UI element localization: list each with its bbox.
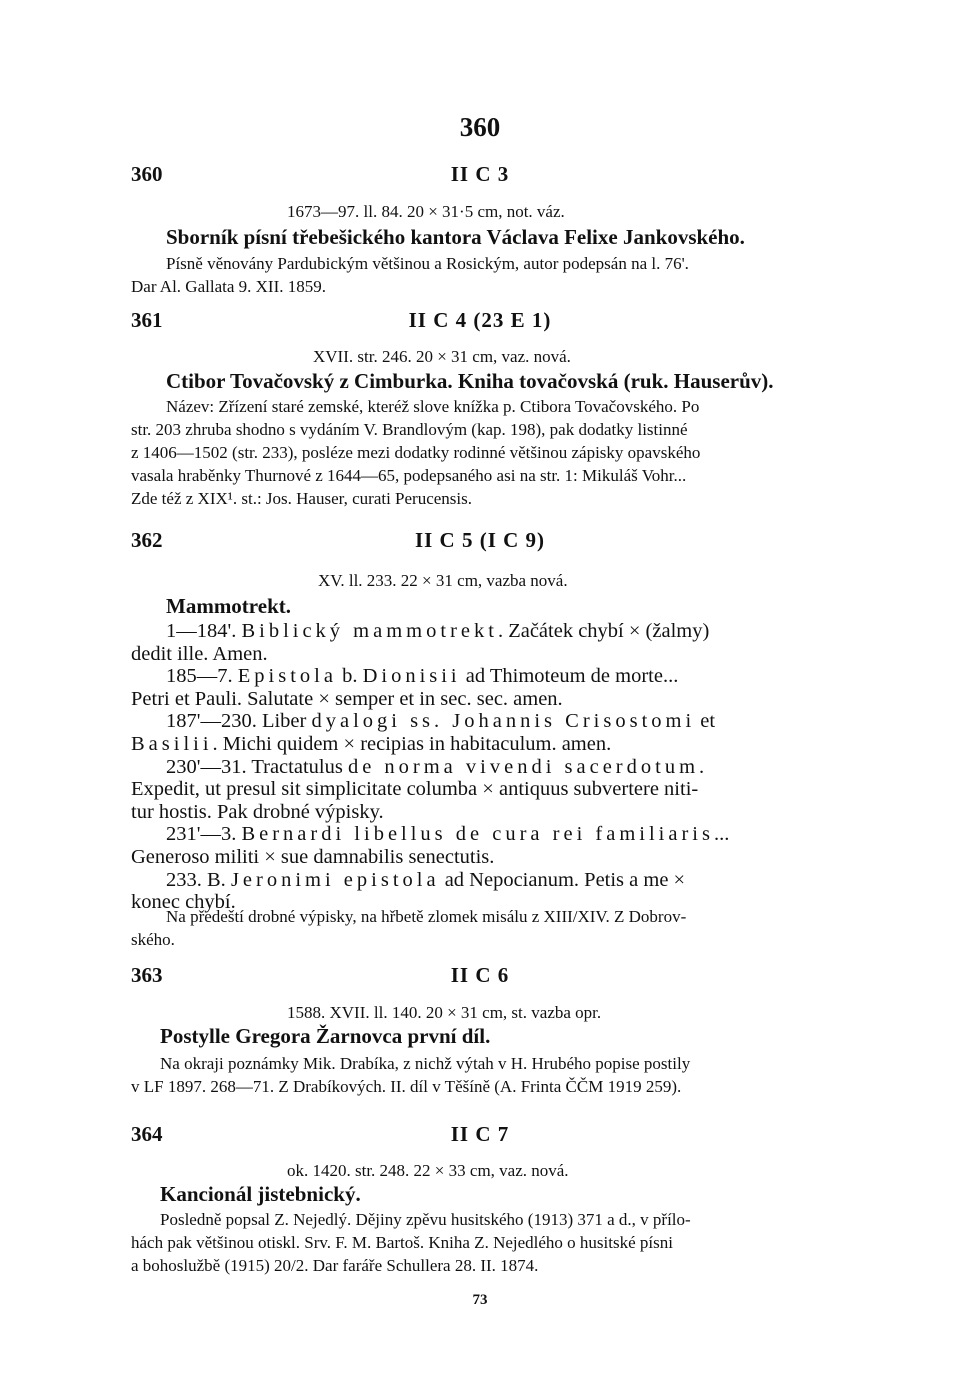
contents-line: 185—7. Epistola b. Dionisii ad Thimoteum de morte... <box>166 665 679 688</box>
entry-number: 363 <box>131 963 163 987</box>
entry-title: Kancionál jistebnický. <box>160 1182 361 1206</box>
note-line: vasala hraběnky Thurnové z 1644—65, podepsaného asi na str. 1: Mikuláš Vohr... <box>131 466 687 485</box>
entry-number: 360 <box>131 162 163 186</box>
entry-signature: II C 6 <box>450 963 510 987</box>
entry-signature: II C 3 <box>450 162 510 186</box>
page-footer-number: 73 <box>472 1292 488 1308</box>
note-line: Zde též z XIX¹. st.: Jos. Hauser, curati Perucensis. <box>131 489 473 508</box>
entry-meta: XVII. str. 246. 20 × 31 cm, vaz. nová. <box>313 347 571 366</box>
contents-line: Generoso militi × sue damnabilis senectutis. <box>131 845 495 868</box>
note-line: str. 203 zhruba shodno s vydáním V. Brandlovým (kap. 198), pak dodatky listinné <box>131 420 688 439</box>
note-line: ského. <box>131 930 175 949</box>
note-line: Dar Al. Gallata 9. XII. 1859. <box>131 277 326 296</box>
entry-title: Postylle Gregora Žarnovca první díl. <box>160 1024 491 1048</box>
entry-signature: II C 5 (I C 9) <box>414 528 546 552</box>
entry-note <box>131 252 837 298</box>
contents-line: Basilii. Michi quidem × recipias in habitaculum. amen. <box>131 732 612 755</box>
contents-line: 231'—3. Bernardi libellus de cura rei familiaris... <box>166 823 730 846</box>
note-line: v LF 1897. 268—71. Z Drabíkových. II. díl v Těšíně (A. Frinta ČČM 1919 259). <box>131 1077 682 1096</box>
contents-line: tur hostis. Pak drobné výpisky. <box>131 800 384 823</box>
note-line: Na okraji poznámky Mik. Drabíka, z nichž výtah v H. Hrubého popise postily <box>160 1054 691 1073</box>
contents-list <box>131 620 837 914</box>
entry-title: Mammotrekt. <box>166 594 291 618</box>
contents-line: 1—184'. Biblický mammotrekt. Začátek chybí × (žalmy) <box>166 620 710 642</box>
entry-note <box>131 1052 837 1098</box>
contents-line: dedit ille. Amen. <box>131 642 268 665</box>
note-line: hách pak většinou otiskl. Srv. F. M. Bartoš. Kniha Z. Nejedlého o husitské písni <box>131 1233 673 1252</box>
contents-line: 187'—230. Liber dyalogi ss. Johannis Crisostomi et <box>166 710 716 733</box>
page-header-number: 360 <box>459 112 501 142</box>
note-line: Písně věnovány Pardubickým většinou a Rosickým, autor podepsán na l. 76'. <box>166 254 689 273</box>
entry-note <box>131 905 837 951</box>
entry-number: 362 <box>131 528 163 552</box>
entry-note <box>131 1208 837 1277</box>
note-line: a bohoslužbě (1915) 20/2. Dar faráře Schullera 28. II. 1874. <box>131 1256 539 1275</box>
note-line: Název: Zřízení staré zemské, kteréž slove knížka p. Ctibora Tovačovského. Po <box>166 397 700 416</box>
note-line: z 1406—1502 (str. 233), posléze mezi dodatky rodinné většinou zápisky opavského <box>131 443 701 462</box>
contents-line: 233. B. Jeronimi epistola ad Nepocianum. Petis a me × <box>166 868 686 891</box>
contents-line: konec chybí. <box>131 891 236 914</box>
entry-meta: 1588. XVII. ll. 140. 20 × 31 cm, st. vazba opr. <box>287 1003 602 1022</box>
note-line: Posledně popsal Z. Nejedlý. Dějiny zpěvu husitského (1913) 371 a d., v přílo- <box>160 1210 691 1229</box>
entry-number: 361 <box>131 308 163 332</box>
entry-title: Ctibor Tovačovský z Cimburka. Kniha tovačovská (ruk. Hauserův). <box>166 369 774 393</box>
contents-line: Petri et Pauli. Salutate × semper et in sec. sec. amen. <box>131 687 563 710</box>
contents-line: Expedit, ut presul sit simplicitate columba × antiquus subvertere niti- <box>131 778 699 801</box>
entry-meta: ok. 1420. str. 248. 22 × 33 cm, vaz. nová. <box>287 1161 569 1180</box>
entry-signature: II C 4 (23 E 1) <box>408 308 552 332</box>
note-line: Na předeští drobné výpisky, na hřbetě zlomek misálu z XIII/XIV. Z Dobrov- <box>166 907 687 926</box>
entry-meta: XV. ll. 233. 22 × 31 cm, vazba nová. <box>318 571 568 590</box>
entry-signature: II C 7 <box>450 1122 510 1146</box>
entry-number: 364 <box>131 1122 163 1146</box>
contents-line: 230'—31. Tractatulus de norma vivendi sacerdotum. <box>166 755 705 778</box>
entry-note <box>131 395 837 510</box>
entry-meta: 1673—97. ll. 84. 20 × 31·5 cm, not. váz. <box>287 202 565 221</box>
entry-title: Sborník písní třebešického kantora Václava Felixe Jankovského. <box>166 225 745 249</box>
